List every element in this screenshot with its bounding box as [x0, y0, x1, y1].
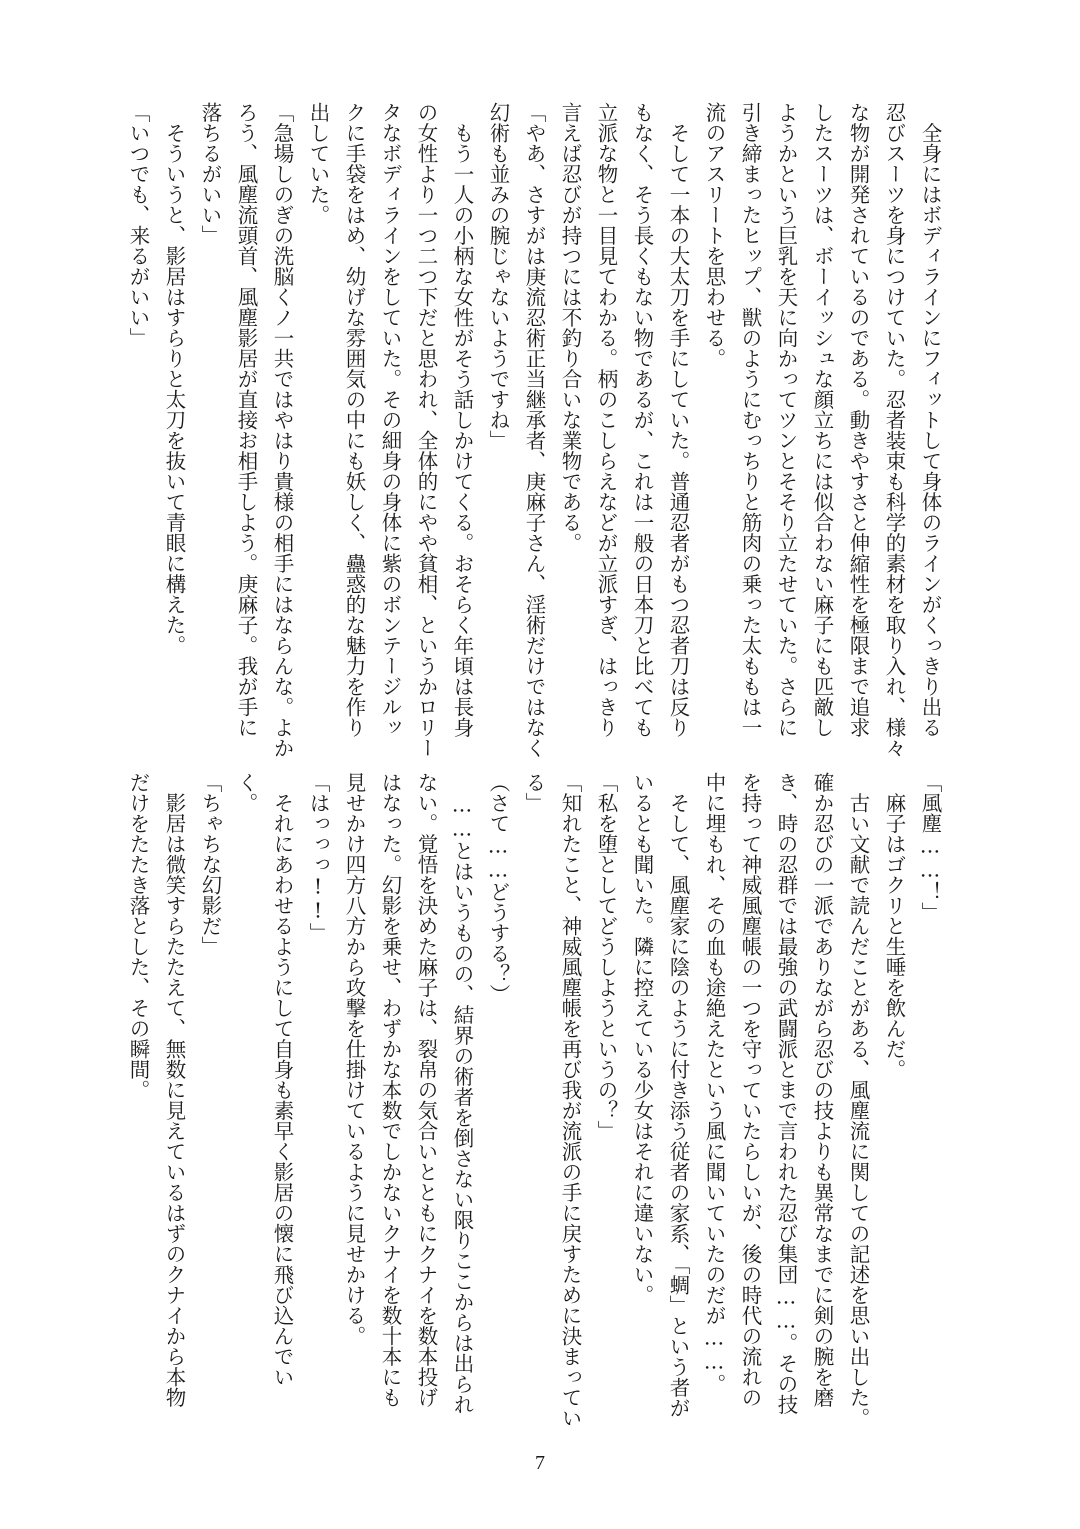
text-line: 忍びスーツを身につけていた。忍者装束も科学的素材を取り入れ、様々	[882, 102, 906, 758]
text-line: 「やあ、さすがは庚流忍術正当継承者、庚麻子さん、淫術だけではなく	[522, 102, 546, 758]
text-line: 「ちゃちな幻影だ」	[198, 772, 222, 957]
text-line: それにあわせるようにして自身も素早く影居の懐に飛び込んでい	[270, 772, 294, 1387]
text-line: き、時の忍群では最強の武闘派とまで言われた忍び集団……。その技	[774, 772, 798, 1415]
text-line: 幻術も並みの腕じゃないようですね」	[486, 102, 510, 451]
text-line: 「知れたこと、神威風塵帳を再び我が流派の手に戻すために決まってい	[558, 772, 582, 1428]
text-line: を持って神威風塵帳の一つを守っていたらしいが、後の時代の流れの	[738, 772, 762, 1408]
text-line: 全身にはボディラインにフィットして身体のラインがくっきり出る	[918, 102, 942, 738]
text-line: 古い文献で読んだことがある、風塵流に関しての記述を思い出した。	[846, 772, 870, 1428]
text-line: 「はっっっ!!」	[306, 772, 330, 943]
upper-text-block	[126, 102, 948, 758]
lower-text-block	[126, 772, 948, 1428]
text-line: 引き締まったヒップ、獣のようにむっちりと筋肉の乗った太ももは一	[738, 102, 762, 738]
text-line: 見せかけ四方八方から攻撃を仕掛けているように見せかける。	[342, 772, 366, 1346]
text-line: もう一人の小柄な女性がそう話しかけてくる。おそらく年頃は長身	[450, 102, 474, 738]
text-line: の女性より一つ二つ下だと思われ、全体的にやや貧相、というかロリー	[414, 102, 438, 758]
text-line: ない。覚悟を決めた麻子は、裂帛の気合いとともにクナイを数本投げ	[414, 772, 438, 1408]
text-line: く。	[234, 772, 258, 813]
text-line: 「風塵……！」	[918, 772, 942, 923]
text-line: 「私を堕としてどうしようというの？」	[594, 772, 618, 1141]
text-line: ……とはいうものの、結界の術者を倒さない限りここからは出られ	[450, 772, 474, 1415]
text-line: いるとも聞いた。隣に控えている少女はそれに違いない。	[630, 772, 654, 1305]
text-line: 落ちるがいい」	[198, 102, 222, 246]
text-line: 言えば忍びが持つには不釣り合いな業物である。	[558, 102, 582, 553]
text-line: そして、風塵家に陰のように付き添う従者の家系、「蜩」という者が	[666, 772, 690, 1418]
text-line: ようかという巨乳を天に向かってツンとそそり立たせていた。さらに	[774, 102, 798, 738]
text-line: 流のアスリートを思わせる。	[702, 102, 726, 369]
text-line: はなった。幻影を乗せ、わずかな本数でしかないクナイを数十本にも	[378, 772, 402, 1408]
page-number: 7	[535, 1452, 545, 1474]
text-line: な物が開発されているのである。動きやすさと伸縮性を極限まで追求	[846, 102, 870, 738]
text-line: そして一本の大太刀を手にしていた。普通忍者がもつ忍者刀は反り	[666, 102, 690, 738]
text-line: 影居は微笑すらたたえて、無数に見えているはずのクナイから本物	[162, 772, 186, 1408]
text-line: 「いつでも、来るがいい」	[126, 102, 150, 348]
text-line: 中に埋もれ、その血も途絶えたという風に聞いていたのだが……。	[702, 772, 726, 1394]
text-line: 「急場しのぎの洗脳くノ一共ではやはり貴様の相手にはならんな。よか	[270, 102, 294, 758]
text-line: 出していた。	[306, 102, 330, 225]
text-line: 立派な物と一目見てわかる。柄のこしらえなどが立派すぎ、はっきり	[594, 102, 618, 738]
text-line: 確か忍びの一派でありながら忍びの技よりも異常なまでに剣の腕を磨	[810, 772, 834, 1408]
text-line: る」	[522, 772, 546, 813]
text-line: ろう、風塵流頭首、風塵影居が直接お相手しよう。庚麻子。我が手に	[234, 102, 258, 738]
text-line: クに手袋をはめ、幼げな雰囲気の中にも妖しく、蠱惑的な魅力を作り	[342, 102, 366, 738]
text-line: 麻子はゴクリと生唾を飲んだ。	[882, 772, 906, 1080]
text-line: そういうと、影居はすらりと太刀を抜いて青眼に構えた。	[162, 102, 186, 656]
text-line: もなく、そう長くもない物であるが、これは一般の日本刀と比べても	[630, 102, 654, 738]
text-line: だけをたたき落とした、その瞬間。	[126, 772, 150, 1100]
text-line: （さて……どうする？）	[486, 772, 510, 1005]
text-line: したスーツは、ボーイッシュな顔立ちには似合わない麻子にも匹敵し	[810, 102, 834, 738]
text-line: タなボディラインをしていた。その細身の身体に紫のボンテージルッ	[378, 102, 402, 738]
